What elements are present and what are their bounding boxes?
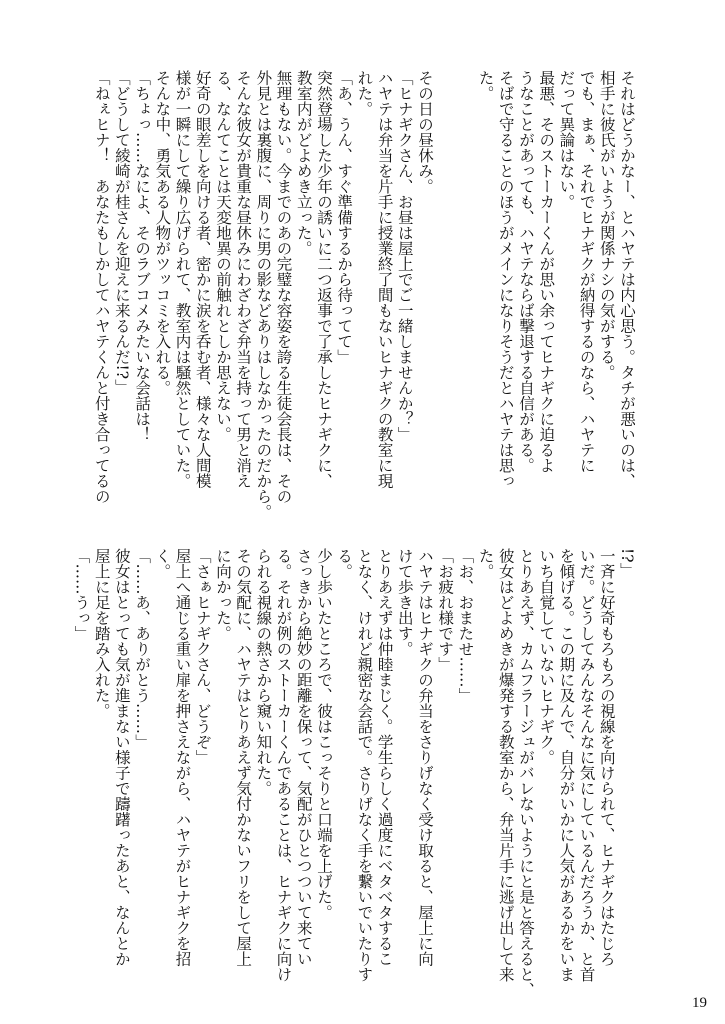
text-line: 「ちょっ……なによ、そのラブコメみたいな会話は！	[133, 70, 152, 442]
text-line: 少し歩いたところで、彼はこっそりと口端を上げた。	[314, 548, 333, 920]
text-line: る、なんてことは天変地異の前触れとしか思えない。	[213, 70, 232, 442]
text-line: を傾げる。この期に及んで、自分がいかに人気があるかをいま	[557, 548, 576, 982]
text-line: 突然登場した少年の誘いに二つ返事で了承したヒナギクに、	[314, 70, 333, 489]
text-line: る。	[335, 548, 354, 579]
text-line: 「あ、うん、すぐ準備するから待ってて」	[335, 70, 354, 365]
text-line: く。	[153, 548, 172, 579]
text-line: 「……うっ」	[72, 548, 91, 641]
text-line: 彼女はとっても気が進まない様子で躊躇ったあと、なんとか	[112, 548, 131, 967]
text-line: でも、まぁ、それでヒナギクが納得するのなら、ハヤテに	[577, 70, 596, 473]
text-line: その気配に、ハヤテはとりあえず気付かないフリをして屋上	[234, 548, 253, 967]
text-line: 最悪、そのストーカーくんが思い余ってヒナギクに迫るよ	[537, 70, 556, 473]
text-line	[455, 70, 475, 500]
text-line: 屋上へ通じる重い扉を押さえながら、ハヤテがヒナギクを招	[173, 548, 192, 967]
text-line: さっきから絶妙の距離を保って、気配がひとつついて来てい	[294, 548, 313, 967]
text-line: 彼女はどよめきが爆発する教室から、弁当片手に逃げ出して来	[496, 548, 515, 982]
text-line: 様が一瞬にして繰り広げられて、教室内は騒然としていた。	[173, 70, 192, 489]
text-line: た。	[476, 548, 495, 579]
text-line: ハヤテは弁当を片手に授業終了間もないヒナギクの教室に現	[375, 70, 394, 489]
text-line: 「さぁヒナギクさん、どうぞ」	[193, 548, 212, 765]
text-line: 外見とは裏腹に、周りに男の影などありはしなかったのだから。	[254, 70, 273, 520]
text-line	[435, 70, 455, 500]
text-line: 屋上に足を踏み入れた。	[92, 548, 111, 719]
text-block-lower	[72, 548, 637, 998]
text-line: となく、けれど親密な会話で。さりげなく手を繋いでいたりす	[355, 548, 374, 982]
text-line: れた。	[355, 70, 374, 117]
text-line: とりあえずは仲睦まじく。学生らしく過度にベタベタするこ	[375, 548, 394, 967]
text-line: に向かった。	[213, 548, 232, 641]
text-line: !?」	[618, 548, 636, 579]
text-line: られる視線の熱さから窺い知れた。	[254, 548, 273, 796]
text-line: そばで守ることのほうがメインになりそうだとハヤテは思っ	[496, 70, 515, 489]
text-line: その日の昼休み。	[415, 70, 434, 194]
text-line: 「どうして綾崎が桂さんを迎えに来るんだ!?」	[112, 70, 131, 395]
text-line: ハヤテはヒナギクの弁当をさりげなく受け取ると、屋上に向	[415, 548, 434, 967]
text-line: 好奇の眼差しを向ける者、密かに涙を呑む者、様々な人間模	[193, 70, 212, 489]
text-line: うなことがあっても、ハヤテならば撃退する自信がある。	[516, 70, 535, 473]
page-number: 19	[692, 995, 707, 1011]
text-line: た。	[476, 70, 495, 101]
text-line: いだ。どうしてみんなそんなに気にしているんだろうか、と首	[577, 548, 596, 982]
text-line: 無理もない。今までのあの完璧な容姿を誇る生徒会長は、その	[274, 70, 293, 504]
text-line: 教室内がどよめき立った。	[294, 70, 313, 256]
text-line: 「お疲れ様です」	[436, 548, 455, 672]
text-block-upper	[89, 70, 637, 520]
text-line: る。それが例のストーカーくんであることは、ヒナギクに向け	[274, 548, 293, 982]
text-line: それはどうかなー、とハヤテは内心思う。タチが悪いのは、	[618, 70, 636, 489]
text-line: 「ねぇヒナ！ あなたもしかしてハヤテくんと付き合ってるの	[92, 70, 111, 504]
text-line: 「ヒナギクさん、お昼は屋上でご一緒しませんか？」	[395, 70, 414, 442]
text-line: だって異論はない。	[557, 70, 576, 210]
text-line: そんな彼女が貴重な昼休みにわざわざ弁当を持って男と消え	[234, 70, 253, 489]
text-line: 「……あ、ありがとう……」	[133, 548, 152, 750]
text-line: 一斉に好奇もろもろの視線を向けられて、ヒナギクはたじろ	[597, 548, 616, 967]
text-line: 相手に彼氏がいようが関係ナシの気がする。	[597, 70, 616, 380]
text-line: けて歩き出す。	[395, 548, 414, 657]
text-line: そんな中、勇気ある人物がツッコミを入れる。	[153, 70, 172, 396]
text-line: 「お、おまたせ……」	[456, 548, 475, 703]
text-line: いち自覚していないヒナギク。	[537, 548, 556, 765]
text-line: とりあえず、カムフラージュがバレないようにと是と答えると、	[516, 548, 535, 998]
